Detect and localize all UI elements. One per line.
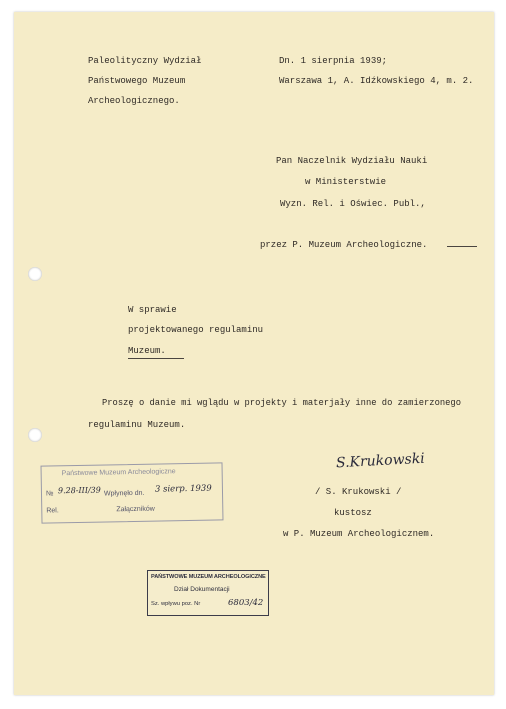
body-line-2: regulaminu Muzeum. xyxy=(88,420,186,430)
subject-line-3: Muzeum. xyxy=(128,346,166,356)
registry-stamp-no-value: 9.28-III/39 xyxy=(57,485,101,496)
body-line-1: Proszę o danie mi wglądu w projekty i materjały inne do zamierzonego xyxy=(102,398,461,408)
registry-stamp xyxy=(41,462,224,523)
document-page xyxy=(14,12,494,695)
punch-hole-top xyxy=(28,267,42,281)
registry-stamp-rel-label: Rel. xyxy=(46,507,59,515)
handwritten-signature: S.Krukowski xyxy=(335,450,426,472)
sender-line-3: Archeologicznego. xyxy=(88,96,180,106)
address-line: Warszawa 1, A. Idźkowskiego 4, m. 2. xyxy=(279,76,474,86)
date-line: Dn. 1 sierpnia 1939; xyxy=(279,56,388,66)
signature-institution: w P. Muzeum Archeologicznem. xyxy=(283,529,435,539)
subject-line-2: projektowanego regulaminu xyxy=(128,325,264,335)
registry-stamp-no-label: № xyxy=(45,490,54,498)
recipient-line-3: Wyzn. Rel. i Oświec. Publ., xyxy=(280,199,426,209)
registry-stamp-wplynelo-label: Wpłynęło dn. xyxy=(103,489,145,498)
documentation-stamp xyxy=(147,570,269,616)
subject-line-1: W sprawie xyxy=(128,305,177,315)
recipient-line-2: w Ministerstwie xyxy=(305,177,387,187)
registry-stamp-zalacznikow-label: Załączników xyxy=(116,505,155,514)
documentation-stamp-line-2: Dział Dokumentacji xyxy=(174,586,230,593)
signature-title: kustosz xyxy=(334,508,372,518)
documentation-stamp-line-3-label: Sz. wpływu poz. Nr xyxy=(151,601,201,607)
sender-line-2: Państwowego Muzeum xyxy=(88,76,186,86)
recipient-line-1: Pan Naczelnik Wydziału Nauki xyxy=(276,156,428,166)
sender-line-1: Paleolityczny Wydział xyxy=(88,56,202,66)
subject-underline xyxy=(128,358,184,359)
signature-name: / S. Krukowski / xyxy=(315,487,402,497)
via-dash xyxy=(447,246,477,247)
punch-hole-bottom xyxy=(28,428,42,442)
registry-stamp-title: Państwowe Muzeum Archeologiczne xyxy=(61,468,176,478)
documentation-stamp-line-1: PAŃSTWOWE MUZEUM ARCHEOLOGICZNE xyxy=(151,574,266,580)
registry-stamp-wplynelo-value: 3 sierp. 1939 xyxy=(154,483,212,495)
via-line: przez P. Muzeum Archeologiczne. xyxy=(260,240,428,250)
documentation-stamp-line-3-value: 6803/42 xyxy=(228,598,264,608)
